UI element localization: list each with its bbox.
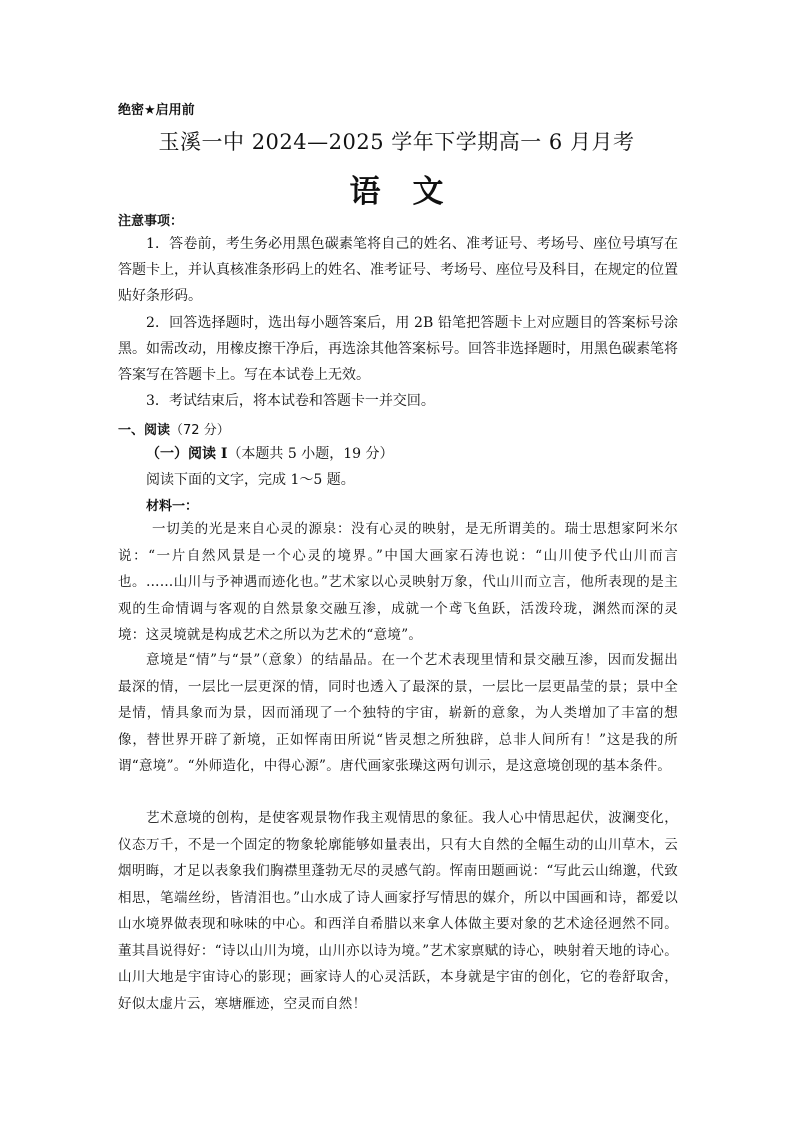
- section-score: （72 分）: [170, 423, 230, 438]
- notice-item-2: 2．回答选择题时，选出每小题答案后，用 2B 铅笔把答题卡上对应题目的答案标号涂黑。如需改动，用橡皮擦干净后，再选涂其他答案标号。回答非选择题时，用黑色碳素笔将答案写在答题卡上。写在本试卷上无效。: [118, 315, 678, 383]
- material-label: 材料一：: [146, 499, 199, 514]
- secret-mark: 绝密★启用前: [118, 103, 195, 118]
- notice-item-1: 1．答卷前，考生务必用黑色碳素笔将自己的姓名、准考证号、考场号、座位号填写在答题卡上，并认真核准条形码上的姓名、准考证号、考场号、座位号及科目，在规定的位置贴好条形码。: [118, 236, 678, 304]
- section-heading: [118, 419, 230, 438]
- subject-title: 语文: [349, 174, 476, 210]
- passage-paragraph-2: 意境是“情”与“景”（意象）的结晶品。在一个艺术表现里情和景交融互渗，因而发掘出最深的情，一层比一层更深的情，同时也透入了最深的景，一层比一层更晶莹的景；景中全是情，情具象而为景，因而涌现了一个独特的宇宙，崭新的意象，为人类增加了丰富的想像，替世界开辟了新境，正如恽南田所说“皆灵想之所独辟，总非人间所有！”这是我的所谓“意境”。“外师造化，中得心源”。唐代画家张璪这两句训示，是这意境创现的基本条件。: [118, 652, 678, 774]
- exam-title: 玉溪一中 2024—2025 学年下学期高一 6 月月考: [158, 130, 635, 154]
- notice-heading: 注意事项：: [118, 214, 184, 229]
- sub-section-note: （本题共 5 小题，19 分）: [227, 446, 394, 462]
- notice-item-3: 3．考试结束后，将本试卷和答题卡一并交回。: [146, 393, 435, 409]
- sub-section-title: （一）阅读 I: [146, 446, 228, 462]
- sub-section-heading: [146, 443, 394, 463]
- reading-instruction: 阅读下面的文字，完成 1～5 题。: [146, 472, 355, 488]
- passage-paragraph-3: 艺术意境的创构，是使客观景物作我主观情思的象征。我人心中情思起伏，波澜变化，仪态万千，不是一个固定的物象轮廓能够如量表出，只有大自然的全幅生动的山川草木，云烟明晦，才足以表象我们胸襟里蓬勃无尽的灵感气韵。恽南田题画说：“写此云山绵邈，代致相思，笔端丝纷，皆清泪也。”山水成了诗人画家抒写情思的媒介，所以中国画和诗，都爱以山水境界做表现和咏味的中心。和西洋自希腊以来拿人体做主要对象的艺术途径迥然不同。董其昌说得好：“诗以山川为境，山川亦以诗为境。”艺术家禀赋的诗心，映射着天地的诗心。山川大地是宇宙诗心的影现；画家诗人的心灵活跃，本身就是宇宙的创化，它的卷舒取舍，好似太虚片云，寒塘雁迹，空灵而自然！: [118, 810, 678, 1012]
- passage-paragraph-1: 一切美的光是来自心灵的源泉：没有心灵的映射，是无所谓美的。瑞士思想家阿米尔说：“一片自然风景是一个心灵的境界。”中国大画家石涛也说：“山川使予代山川而言也。……山川与予神遇而迹化也。”艺术家以心灵映射万象，代山川而立言，他所表现的是主观的生命情调与客观的自然景象交融互渗，成就一个鸢飞鱼跃，活泼玲珑，渊然而深的灵境：这灵境就是构成艺术之所以为艺术的“意境”。: [118, 521, 678, 643]
- section-title: 一、阅读: [118, 423, 171, 438]
